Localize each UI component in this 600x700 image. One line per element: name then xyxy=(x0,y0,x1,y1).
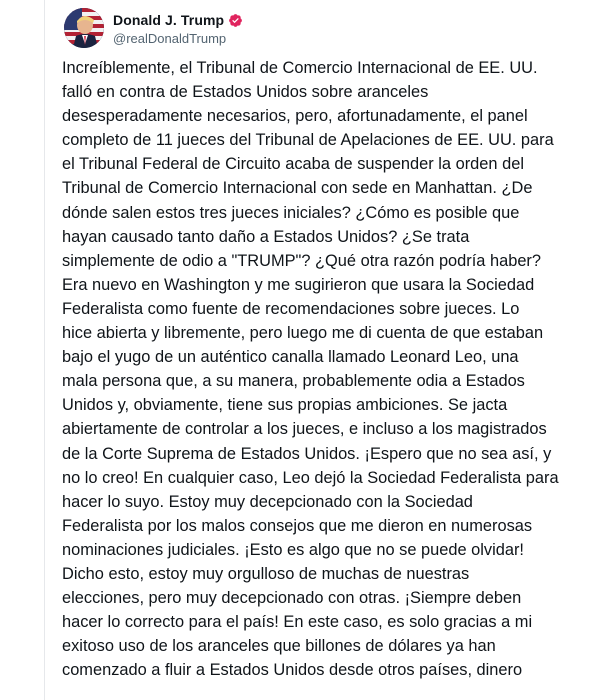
profile-photo-flag-icon xyxy=(64,8,104,48)
post-card xyxy=(44,0,600,700)
post-header xyxy=(64,6,243,50)
post-text: Increíblemente, el Tribunal de Comercio Internacional de EE. UU. falló en contra de Estados Unidos sobre aranceles desesperadamente necesarios, pero, afortunadamente, el panel completo de 11 jueces del Tribunal de Apelaciones de EE. UU. para el Tribunal Federal de Circuito acaba de suspender la orden del Tribunal de Comercio Internacional con sede en Manhattan. ¿De dónde salen estos tres jueces iniciales? ¿Cómo es posible que hayan causado tanto daño a Estados Unidos? ¿Se trata simplemente de odio a "TRUMP"? ¿Qué otra razón podría haber? Era nuevo en Washington y me sugirieron que usara la Sociedad Federalista como fuente de recomendaciones sobre jueces. Lo hice abierta y libremente, pero luego me di cuenta de que estaban bajo el yugo de un auténtico canalla llamado Leonard Leo, una mala persona que, a su manera, probablemente odia a Estados Unidos y, obviamente, tiene sus propias ambiciones. Se jacta abiertamente de controlar a los jueces, e incluso a los magistrados de la Corte Suprema de Estados Unidos. ¡Espero que no sea así, y no lo creo! En cualquier caso, Leo dejó la Sociedad Federalista para hacer lo suyo. Estoy muy decepcionado con la Sociedad Federalista por los malos consejos que me dieron en numerosas nominaciones judiciales. ¡Esto es algo que no se puede olvidar! Dicho esto, estoy muy orgulloso de muchas de nuestras elecciones, pero muy decepcionado con otras. ¡Siempre deben hacer lo correcto para el país! En este caso, es solo gracias a mi exitoso uso de los aranceles que billones de dólares ya han comenzado a fluir a Estados Unidos desde otros países, dinero xyxy=(62,59,559,680)
name-row xyxy=(113,10,243,30)
author-info xyxy=(113,10,243,46)
verified-badge-icon[interactable] xyxy=(228,13,243,28)
avatar[interactable] xyxy=(64,8,104,48)
author-display-name[interactable]: Donald J. Trump xyxy=(113,12,225,28)
author-handle[interactable]: @realDonaldTrump xyxy=(113,31,227,46)
